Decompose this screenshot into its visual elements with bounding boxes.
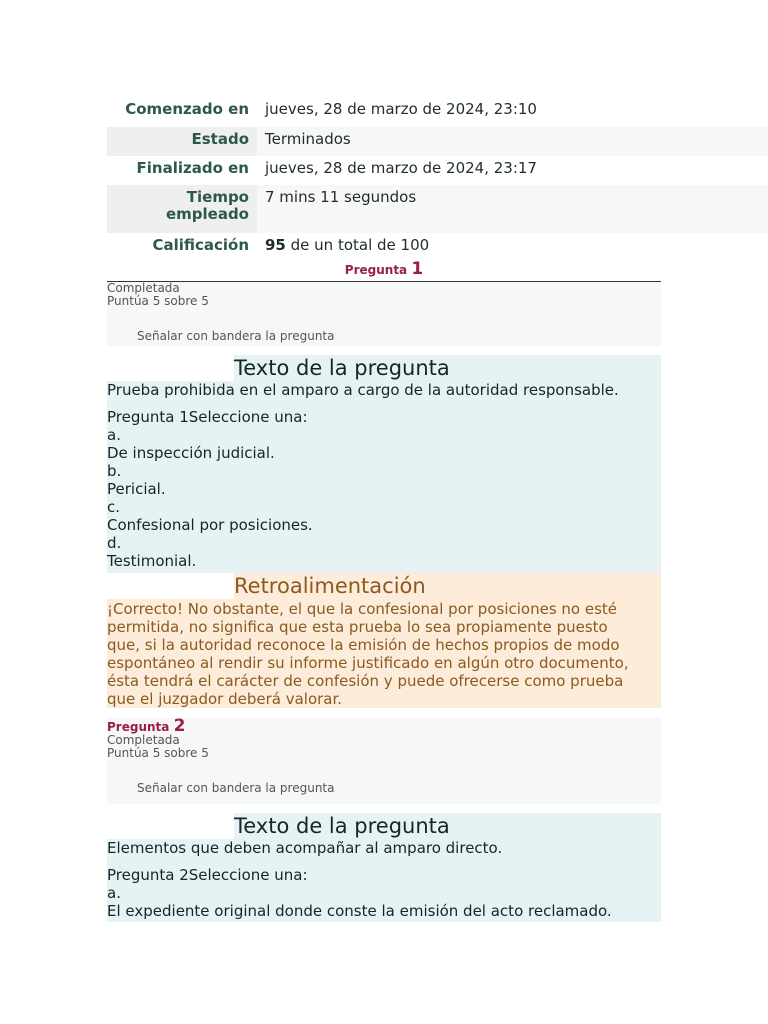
question-1-text (107, 381, 661, 573)
feedback-line: que el juzgador deberá valorar. (107, 690, 343, 708)
started-label: Comenzado en (125, 100, 249, 118)
option-c-letter: c. (107, 498, 121, 516)
question-1-text-title: Texto de la pregunta (234, 355, 661, 381)
flag-question-link[interactable]: Señalar con bandera la pregunta (137, 329, 335, 343)
finished-value: jueves, 28 de marzo de 2024, 23:17 (265, 159, 537, 177)
question-2-label (107, 716, 661, 736)
question-select-label: Pregunta 1Seleccione una: (107, 408, 308, 426)
feedback-line: que, si la autoridad reconoce la emisión de hechos propios de modo (107, 636, 620, 654)
time-label (107, 185, 257, 233)
started-value: jueves, 28 de marzo de 2024, 23:10 (265, 100, 537, 118)
state-value: Terminados (257, 127, 768, 156)
time-value: 7 mins 11 segundos (257, 185, 768, 233)
summary-row-time (107, 185, 768, 233)
question-label-text: Pregunta (107, 720, 170, 734)
summary-row-started (107, 97, 768, 127)
question-2-info (107, 718, 661, 804)
question-number: 1 (411, 259, 424, 279)
option-a-text[interactable]: De inspección judicial. (107, 444, 275, 462)
feedback-line: permitida, no significa que esta prueba lo sea propiamente puesto (107, 618, 608, 636)
question-prompt: Elementos que deben acompañar al amparo directo. (107, 839, 503, 857)
question-points: Puntúa 5 sobre 5 (107, 294, 209, 308)
option-d-letter: d. (107, 534, 122, 552)
feedback-line: ésta tendrá el carácter de confesión y puede ofrecerse como prueba (107, 672, 624, 690)
grade-label: Calificación (152, 236, 249, 254)
question-points: Puntúa 5 sobre 5 (107, 746, 209, 760)
flag-question-link[interactable]: Señalar con bandera la pregunta (137, 781, 335, 795)
option-d-text[interactable]: Testimonial. (107, 552, 197, 570)
summary-row-state (107, 127, 768, 156)
question-number: 2 (173, 716, 186, 736)
feedback-text (107, 599, 661, 708)
question-1-header (107, 259, 661, 282)
time-label-line2: empleado (165, 205, 249, 223)
option-b-letter: b. (107, 462, 122, 480)
attempt-summary (107, 97, 768, 263)
option-b-text[interactable]: Pericial. (107, 480, 166, 498)
time-label-line1: Tiempo (186, 188, 249, 206)
state-label: Estado (107, 127, 257, 156)
option-a-letter: a. (107, 884, 121, 902)
question-select-label: Pregunta 2Seleccione una: (107, 866, 308, 884)
question-1-info (107, 282, 661, 346)
option-c-text[interactable]: Confesional por posiciones. (107, 516, 313, 534)
question-label-text: Pregunta (344, 263, 408, 277)
feedback-title: Retroalimentación (234, 573, 661, 599)
question-2-text (107, 839, 661, 922)
question-1-label (344, 259, 424, 279)
question-status: Completada (107, 733, 180, 747)
question-status: Completada (107, 281, 180, 295)
question-prompt: Prueba prohibida en el amparo a cargo de la autoridad responsable. (107, 381, 619, 399)
grade-rest: de un total de 100 (285, 236, 430, 254)
option-a-letter: a. (107, 426, 121, 444)
option-a-text[interactable]: El expediente original donde conste la emisión del acto reclamado. (107, 902, 612, 920)
finished-label: Finalizado en (136, 159, 249, 177)
summary-row-finished (107, 156, 768, 185)
feedback-line: ¡Correcto! No obstante, el que la confesional por posiciones no esté (107, 600, 618, 618)
feedback-line: espontáneo al rendir su informe justificado en algún otro documento, (107, 654, 629, 672)
question-2-text-title: Texto de la pregunta (234, 813, 661, 839)
grade-score: 95 (265, 236, 286, 254)
